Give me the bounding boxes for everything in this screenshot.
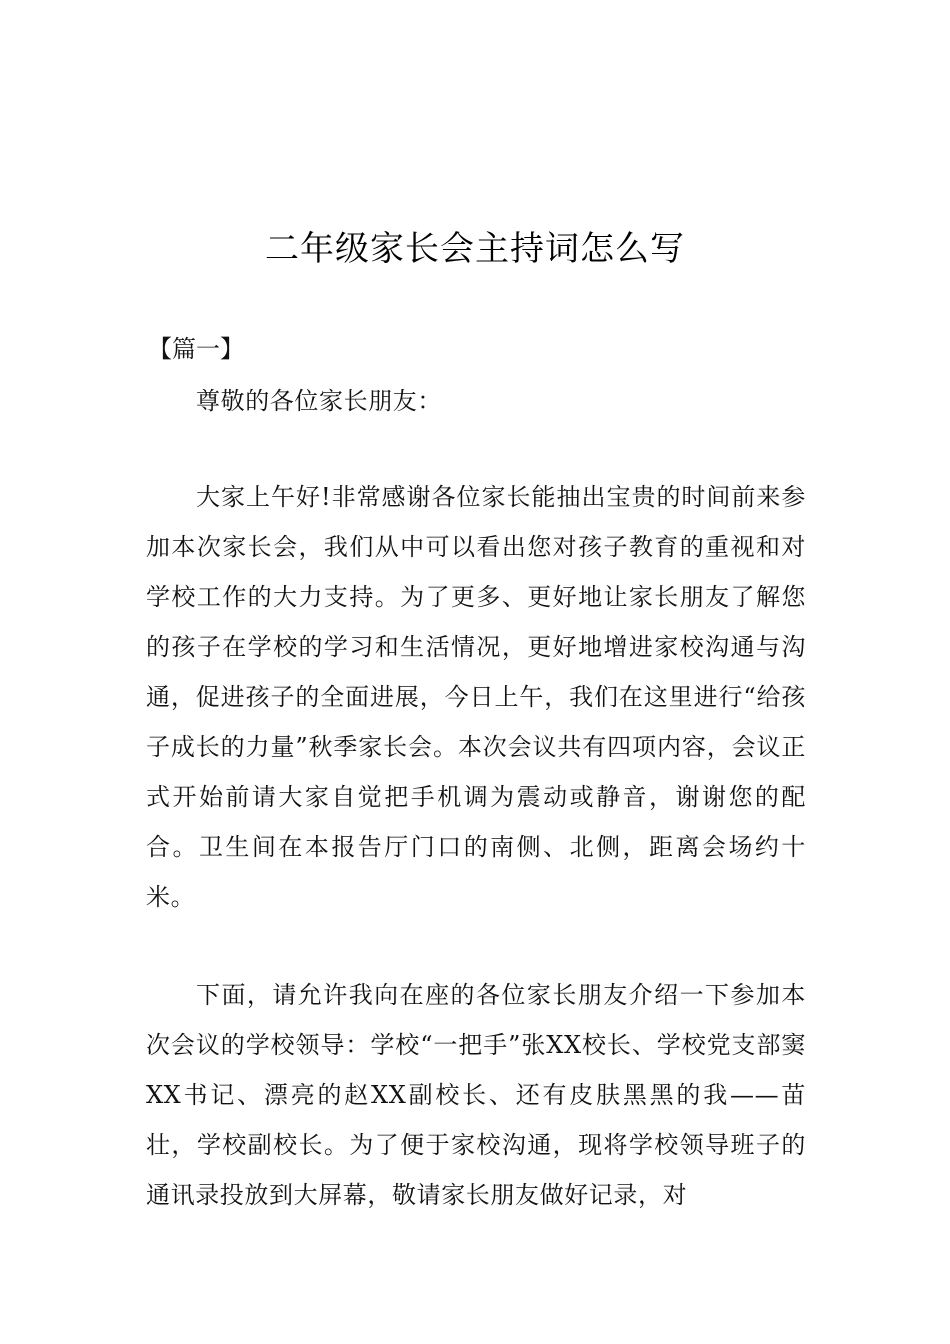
paragraph-1: 大家上午好!非常感谢各位家长能抽出宝贵的时间前来参加本次家长会，我们从中可以看出您对孩子教育的重视和对学校工作的大力支持。为了更多、更好地让家长朋友了解您的孩子在学校的学习和生活情况，更好地增进家校沟通与沟通，促进孩子的全面进展，今日上午，我们在这里进行“给孩子成长的力量”秋季家长会。本次会议共有四项内容，会议正式开始前请大家自觉把手机调为震动或静音，谢谢您的配合。卫生间在本报告厅门口的南侧、北侧，距离会场约十米。 — [146, 483, 806, 911]
section-label: 【篇一】 — [148, 335, 244, 363]
document-title: 二年级家长会主持词怎么写 — [265, 229, 685, 269]
salutation: 尊敬的各位家长朋友： — [196, 387, 442, 415]
paragraph-2: 下面，请允许我向在座的各位家长朋友介绍一下参加本次会议的学校领导：学校“一把手”张XX校长、学校党支部窦XX书记、漂亮的赵XX副校长、还有皮肤黑黑的我——苗壮，学校副校长。为了便于家校沟通，现将学校领导班子的通讯录投放到大屏幕，敬请家长朋友做好记录，对 — [146, 981, 806, 1209]
